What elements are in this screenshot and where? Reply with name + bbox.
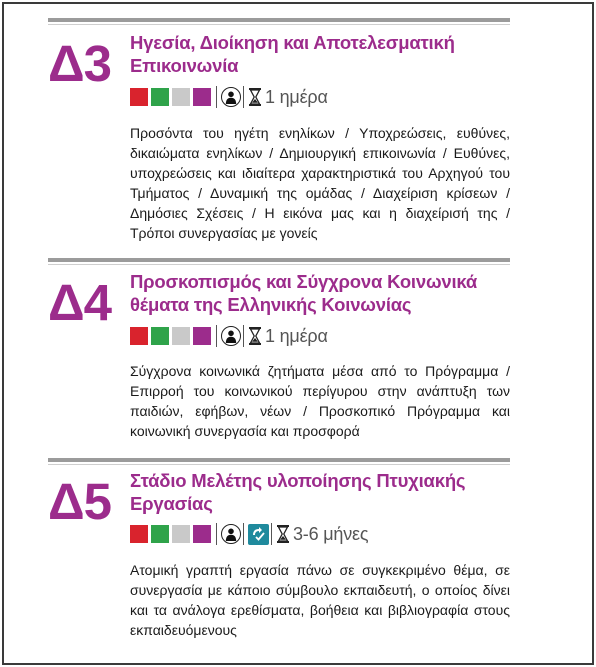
divider [216, 325, 217, 347]
red-square-icon [130, 525, 148, 543]
purple-square-icon [193, 525, 211, 543]
module-code: Δ5 [48, 473, 112, 530]
purple-square-icon [193, 327, 211, 345]
divider [243, 523, 244, 545]
grey-square-icon [172, 525, 190, 543]
module-title [130, 270, 520, 316]
remote-task-icon [248, 524, 269, 545]
divider [216, 86, 217, 108]
green-square-icon [151, 525, 169, 543]
grey-square-icon [172, 327, 190, 345]
page-frame [2, 2, 594, 665]
module-description: Προσόντα του ηγέτη ενηλίκων / Υποχρεώσεις, ευθύνες, δικαιώματα ενηλίκων / Δημιουργική επικοινωνία / Ευθύνες, υποχρεώσεις και ιδιαίτερα χαρακτηριστικά του Αρχηγού του Τμήματος / Δυναμική της ομάδας / Διαχείριση κρίσεων / Δημόσιες Σχέσεις / Η εικόνα μας και η διαχείρισή της / Τρόποι συνεργασίας με γονείς [130, 125, 510, 241]
person-icon [221, 326, 241, 346]
section-rule [48, 18, 510, 22]
person-icon [221, 87, 241, 107]
grey-square-icon [172, 88, 190, 106]
hourglass-icon [276, 524, 290, 544]
duration-text: 1 ημέρα [265, 325, 328, 346]
divider [243, 325, 244, 347]
module-title [130, 31, 520, 77]
hourglass-icon [248, 326, 262, 346]
green-square-icon [151, 88, 169, 106]
module-code: Δ4 [48, 274, 112, 331]
title-line: Επικοινωνία [130, 55, 239, 76]
module-meta [130, 522, 368, 546]
section-rule [48, 458, 510, 462]
divider [271, 523, 272, 545]
title-line: Προσκοπισμός και Σύγχρονα Κοινωνικά [130, 271, 478, 292]
red-square-icon [130, 327, 148, 345]
divider [243, 86, 244, 108]
person-icon [221, 524, 241, 544]
title-line: Εργασίας [130, 493, 213, 514]
title-line: θέματα της Ελληνικής Κοινωνίας [130, 294, 412, 315]
module-meta [130, 85, 328, 109]
module-code: Δ3 [48, 35, 112, 92]
duration-text: 3-6 μήνες [293, 523, 369, 544]
module-title [130, 469, 520, 515]
hourglass-icon [248, 87, 262, 107]
purple-square-icon [193, 88, 211, 106]
section-rule [48, 258, 510, 262]
divider [216, 523, 217, 545]
title-line: Ηγεσία, Διοίκηση και Αποτελεσματική [130, 32, 455, 53]
green-square-icon [151, 327, 169, 345]
duration-text: 1 ημέρα [265, 86, 328, 107]
module-meta [130, 324, 328, 348]
title-line: Στάδιο Μελέτης υλοποίησης Πτυχιακής [130, 470, 466, 491]
red-square-icon [130, 88, 148, 106]
module-description: Ατομική γραπτή εργασία πάνω σε συγκεκριμένο θέμα, σε συνεργασία με κάποιο σύμβουλο εκπαιδευτή, ο οποίος δίνει και τα ανάλογα ερεθίσματα, βοήθεια και βιβλιογραφία στους εκπαιδευόμενους [130, 562, 510, 638]
module-description: Σύγχρονα κοινωνικά ζητήματα μέσα από το Πρόγραμμα / Επιρροή του κοινωνικού περίγυρου στην ανάπτυξη των παιδιών, εφήβων, νέων / Προσκοπικό Πρόγραμμα και κοινωνική συνεργασία και προσφορά [130, 363, 510, 439]
